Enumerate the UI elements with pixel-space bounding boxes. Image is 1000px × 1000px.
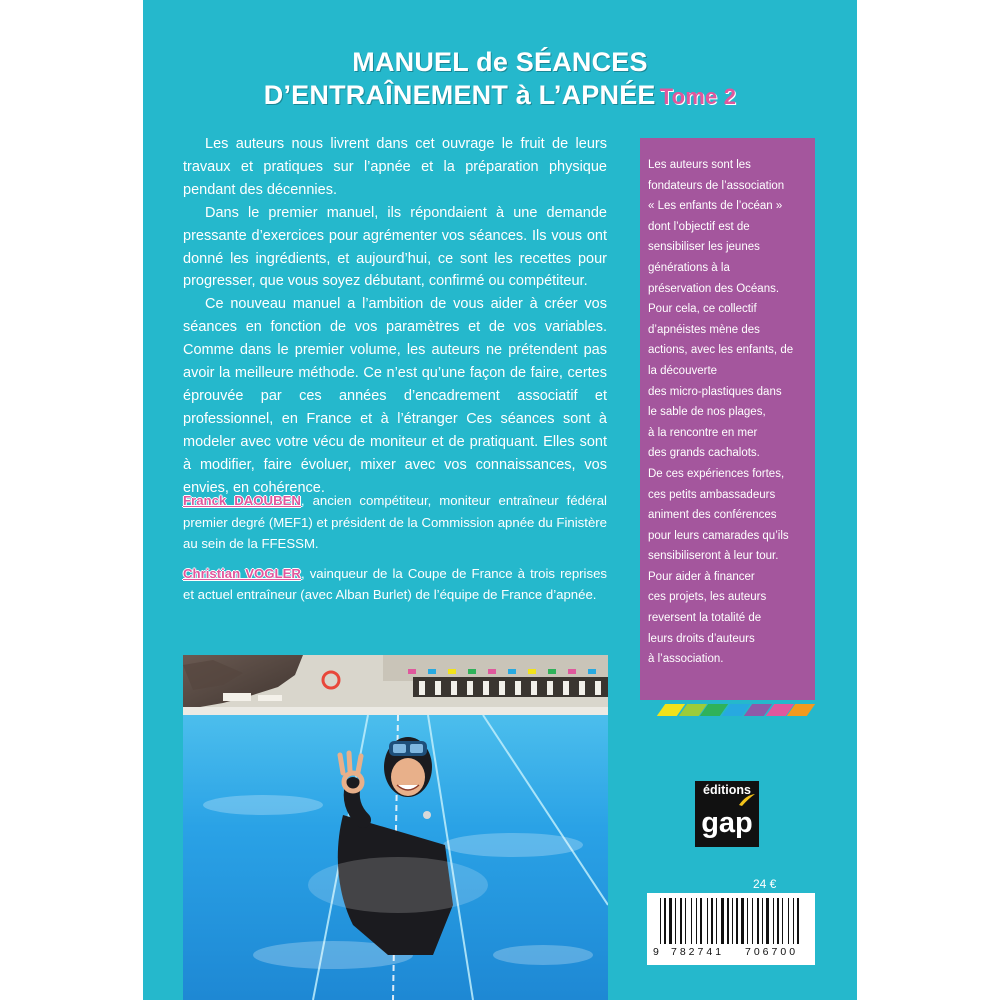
book-title-line2: [143, 80, 857, 111]
color-strip: [661, 704, 811, 716]
sidebar-line: Pour aider à financer: [648, 570, 755, 583]
sidebar-line: ces petits ambassadeurs: [648, 488, 776, 501]
sidebar-line: ces projets, les auteurs: [648, 591, 767, 604]
sidebar-line: actions, avec les enfants, de: [648, 344, 794, 357]
sidebar-line: animent des conférences: [648, 509, 777, 522]
price-label: 24 €: [753, 877, 777, 891]
author-bio-text: , vainqueur de la Coupe de France à trois reprises et actuel entraîneur (avec Alban Burlet) de l’équipe de France d’apnée.: [183, 565, 607, 602]
author-bio-text: , ancien compétiteur, moniteur entraîneur fédéral premier degré (MEF1) et président de la Commission apnée du Finistère au sein de la FFESSM.: [183, 493, 607, 551]
author-name: Christian VOGLER: [183, 565, 301, 581]
sidebar-line: De ces expériences fortes,: [648, 467, 785, 480]
author-name: Franck DAOUBEN: [183, 493, 301, 508]
author-bio: [183, 490, 607, 555]
sidebar-line: pour leurs camarades qu’ils: [648, 529, 789, 542]
sidebar-line: Pour cela, ce collectif: [648, 303, 757, 316]
book-title-line2-text: D’ENTRAÎNEMENT à L’APNÉE: [263, 80, 656, 110]
sidebar-line: à l’association.: [648, 653, 724, 666]
sidebar-line: dont l’objectif est de: [648, 220, 750, 233]
publisher-logo-bottom: gap: [701, 807, 753, 839]
publisher-logo-top: éditions: [703, 783, 751, 797]
barcode-digit-first: 9: [653, 946, 659, 958]
sidebar-line: le sable de nos plages,: [648, 406, 766, 419]
author-bios: [183, 490, 607, 614]
sidebar-line: Les auteurs sont les: [648, 159, 751, 171]
barcode-digits-left: 782741: [671, 946, 725, 958]
sidebar-line: des micro-plastiques dans: [648, 385, 782, 398]
sidebar-line: « Les enfants de l’océan »: [648, 200, 783, 213]
cover-photo: [183, 655, 608, 1000]
blurb: [183, 133, 607, 500]
isbn-barcode: [647, 893, 815, 965]
tome-label: Tome 2: [659, 84, 737, 109]
author-bio: [183, 563, 607, 606]
sidebar-line: générations à la: [648, 261, 730, 274]
sidebar-line: à la rencontre en mer: [648, 426, 758, 439]
sidebar-line: fondateurs de l’association: [648, 179, 785, 192]
sidebar-line: préservation des Océans.: [648, 282, 780, 295]
sidebar-line: la découverte: [648, 364, 718, 377]
sidebar-line: des grands cachalots.: [648, 447, 760, 460]
sidebar-text: [648, 155, 813, 670]
sidebar-line: sensibiliseront à leur tour.: [648, 550, 779, 563]
blurb-paragraph: Ce nouveau manuel a l’ambition de vous aider à créer vos séances en fonction de vos paramètres et de vos variables. Comme dans le premier volume, les auteurs ne prétendent pas avoir la meilleure méthode. Ce n’est qu’une façon de faire, certes éprouvée par ces années d’encadrement associatif et professionnel, en France et à l’étranger Ces séances sont à modeler avec votre vécu de moniteur et de pratiquant. Elles sont à modifier, faire évoluer, mixer avec vos connaissances, vos envies, en cohérence.: [183, 296, 607, 496]
blurb-paragraph: Dans le premier manuel, ils répondaient à une demande pressante d’exercices pour agrémenter vos séances. Ils vous ont donné les ingrédients, et aujourd’hui, ce sont les recettes pour progresser, que vous soyez débutant, confirmé ou compétiteur.: [183, 204, 607, 290]
back-cover: [143, 0, 857, 1000]
barcode-digits-right: 706700: [745, 946, 799, 958]
sidebar-line: leurs droits d’auteurs: [648, 632, 755, 645]
book-title-line1: MANUEL de SÉANCES: [352, 47, 648, 77]
sidebar-line: d’apnéistes mène des: [648, 323, 760, 336]
barcode-icon: [660, 898, 803, 946]
association-sidebar: [640, 138, 815, 700]
sidebar-line: reversent la totalité de: [648, 612, 762, 625]
publisher-logo: [695, 781, 759, 847]
blurb-paragraph: Les auteurs nous livrent dans cet ouvrage le fruit de leurs travaux et pratiques sur l’apnée et la préparation physique pendant des décennies.: [183, 136, 607, 198]
sidebar-line: sensibiliser les jeunes: [648, 241, 760, 254]
